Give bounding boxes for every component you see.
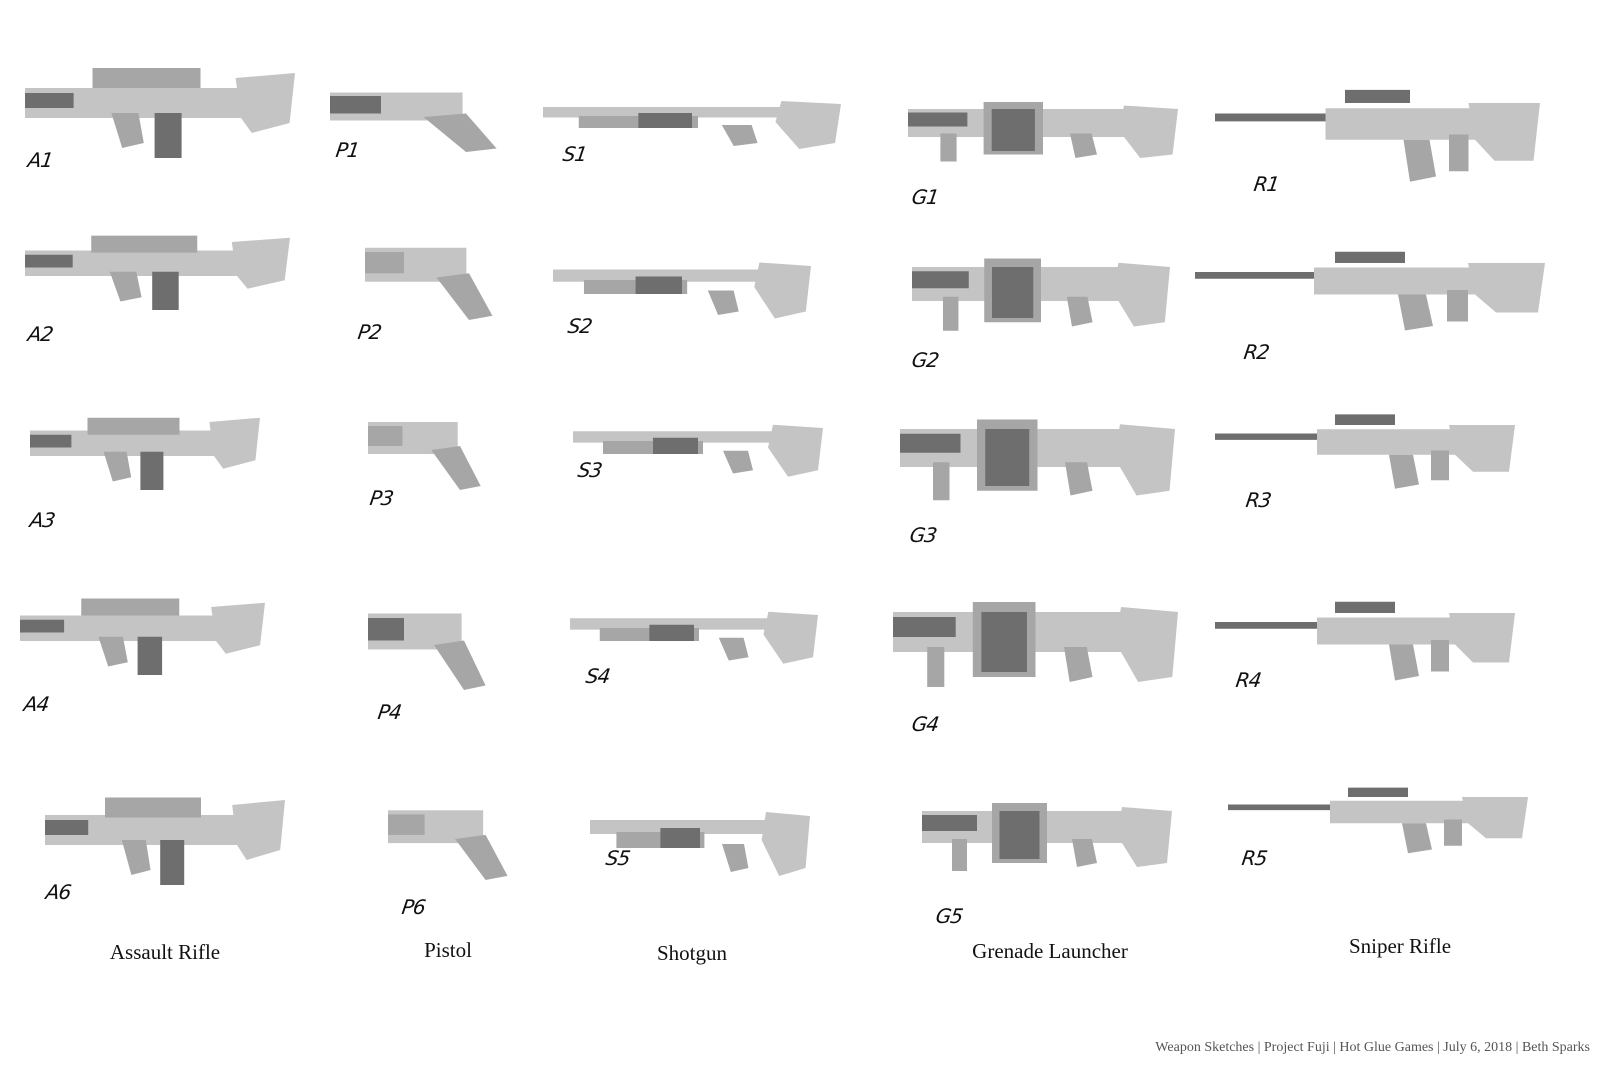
silhouette-part: [431, 446, 480, 490]
weapon-silhouette: [1228, 782, 1528, 857]
silhouette-part: [1431, 451, 1449, 481]
silhouette-part: [140, 452, 163, 490]
silhouette-part: [722, 125, 758, 146]
weapon-silhouette: [573, 415, 823, 480]
sketch-code-a3: A3: [28, 508, 57, 532]
weapon-silhouette: [893, 592, 1178, 692]
weapon-sketch-r3: [1215, 408, 1515, 493]
silhouette-part: [25, 93, 74, 108]
weapon-sketch-p3: [368, 410, 483, 490]
silhouette-part: [93, 68, 201, 88]
sketch-code-s2: S2: [566, 314, 594, 338]
weapon-silhouette: [30, 405, 260, 490]
silhouette-part: [723, 451, 753, 474]
silhouette-part: [160, 840, 184, 885]
sketch-code-p3: P3: [368, 486, 395, 510]
silhouette-part: [368, 618, 404, 641]
silhouette-part: [20, 620, 64, 633]
sketch-code-p1: P1: [334, 138, 361, 162]
weapon-silhouette: [1195, 245, 1545, 335]
silhouette-part: [660, 828, 700, 848]
silhouette-part: [1404, 140, 1437, 182]
silhouette-part: [105, 798, 201, 818]
sketch-code-a2: A2: [26, 322, 55, 346]
silhouette-part: [952, 839, 967, 871]
silhouette-part: [1335, 602, 1395, 613]
weapon-silhouette: [45, 785, 285, 885]
weapon-sketch-a3: [30, 405, 260, 490]
silhouette-part: [1345, 90, 1410, 103]
weapon-silhouette: [368, 600, 488, 690]
weapon-sketch-s3: [573, 415, 823, 480]
silhouette-part: [232, 800, 285, 860]
silhouette-part: [940, 134, 956, 162]
silhouette-part: [1072, 839, 1097, 867]
silhouette-part: [434, 641, 486, 691]
silhouette-part: [754, 263, 811, 319]
weapon-silhouette: [25, 58, 295, 158]
sketch-code-a4: A4: [22, 692, 51, 716]
sketch-code-a1: A1: [26, 148, 55, 172]
silhouette-part: [110, 272, 142, 302]
sketch-code-s4: S4: [584, 664, 612, 688]
silhouette-part: [912, 271, 969, 288]
silhouette-part: [1067, 297, 1093, 327]
sketch-code-r2: R2: [1242, 340, 1271, 364]
weapon-sketch-g1: [908, 95, 1178, 165]
sketch-code-g4: G4: [910, 712, 940, 736]
sketch-code-s5: S5: [604, 846, 632, 870]
weapon-silhouette: [553, 252, 811, 322]
silhouette-part: [368, 426, 403, 446]
silhouette-part: [775, 101, 841, 149]
silhouette-part: [88, 418, 180, 435]
silhouette-part: [104, 452, 132, 482]
silhouette-part: [1469, 103, 1541, 161]
weapon-sketch-g2: [912, 250, 1170, 335]
silhouette-part: [1119, 106, 1178, 159]
silhouette-part: [927, 647, 944, 687]
weapon-sketch-p2: [365, 235, 495, 320]
silhouette-part: [152, 272, 179, 310]
silhouette-part: [330, 96, 381, 114]
silhouette-part: [1468, 263, 1545, 313]
weapon-sketch-a4: [20, 590, 265, 675]
weapon-silhouette: [368, 410, 483, 490]
weapon-silhouette: [25, 225, 290, 310]
column-title-pistol: Pistol: [424, 938, 472, 962]
silhouette-part: [1389, 455, 1419, 489]
silhouette-part: [638, 113, 692, 128]
sketch-code-s1: S1: [561, 142, 589, 166]
silhouette-part: [649, 625, 694, 641]
silhouette-part: [91, 236, 197, 253]
silhouette-part: [922, 815, 977, 831]
silhouette-part: [943, 297, 958, 331]
silhouette-part: [1335, 252, 1405, 263]
silhouette-part: [893, 617, 956, 637]
silhouette-part: [455, 835, 507, 880]
silhouette-part: [762, 812, 810, 876]
silhouette-part: [985, 429, 1029, 486]
sketch-code-s3: S3: [576, 458, 604, 482]
weapon-silhouette: [908, 95, 1178, 165]
silhouette-part: [1113, 263, 1170, 327]
sketch-code-p4: P4: [376, 700, 403, 724]
silhouette-part: [763, 612, 818, 664]
silhouette-part: [45, 820, 88, 835]
weapon-silhouette: [1215, 408, 1515, 493]
silhouette-part: [1335, 414, 1395, 425]
silhouette-part: [1449, 613, 1515, 663]
sketch-code-a6: A6: [44, 880, 73, 904]
silhouette-part: [209, 418, 260, 469]
weapon-silhouette: [900, 410, 1175, 505]
weapon-sketch-p4: [368, 600, 488, 690]
silhouette-part: [908, 113, 967, 127]
weapon-sketch-a1: [25, 58, 295, 158]
silhouette-part: [768, 425, 823, 477]
silhouette-part: [981, 612, 1027, 672]
silhouette-part: [1462, 797, 1528, 838]
sketch-code-g5: G5: [934, 904, 964, 928]
weapon-sketch-r2: [1195, 245, 1545, 335]
silhouette-part: [1402, 823, 1432, 853]
silhouette-part: [138, 637, 163, 675]
sketch-code-r4: R4: [1234, 668, 1263, 692]
silhouette-part: [1115, 424, 1176, 495]
column-title-grenade-launcher: Grenade Launcher: [972, 939, 1128, 963]
weapon-silhouette: [922, 795, 1172, 875]
silhouette-part: [437, 273, 493, 320]
weapon-sketch-a2: [25, 225, 290, 310]
column-title-shotgun: Shotgun: [656, 941, 728, 965]
weapon-sketch-g5: [922, 795, 1172, 875]
weapon-silhouette: [365, 235, 495, 320]
silhouette-part: [1449, 135, 1469, 172]
silhouette-part: [424, 114, 497, 153]
weapon-sketch-s4: [570, 602, 818, 667]
silhouette-part: [1117, 807, 1172, 867]
silhouette-part: [211, 603, 265, 654]
silhouette-part: [1389, 645, 1419, 681]
silhouette-part: [1447, 290, 1468, 322]
footer-credits: Weapon Sketches | Project Fuji | Hot Glue Games | July 6, 2018 | Beth Sparks: [1155, 1040, 1590, 1055]
weapon-silhouette: [570, 602, 818, 667]
sketch-code-r3: R3: [1244, 488, 1273, 512]
silhouette-part: [365, 252, 404, 273]
sketch-code-g2: G2: [910, 348, 940, 372]
silhouette-part: [30, 435, 71, 448]
silhouette-part: [1000, 811, 1040, 859]
silhouette-part: [1115, 607, 1178, 682]
silhouette-part: [1348, 788, 1408, 797]
column-title-assault-rifle: Assault Rifle: [109, 940, 221, 964]
silhouette-part: [708, 291, 739, 316]
sketch-code-r1: R1: [1252, 172, 1281, 196]
weapon-sketch-a6: [45, 785, 285, 885]
silhouette-part: [232, 238, 290, 289]
silhouette-part: [992, 109, 1035, 151]
weapon-sketch-p6: [388, 798, 510, 880]
silhouette-part: [722, 844, 748, 872]
weapon-silhouette: [912, 250, 1170, 335]
weapon-silhouette: [20, 590, 265, 675]
weapon-silhouette: [388, 798, 510, 880]
silhouette-part: [636, 277, 682, 295]
silhouette-part: [81, 599, 179, 616]
weapon-sketch-r5: [1228, 782, 1528, 857]
silhouette-part: [155, 113, 182, 158]
silhouette-part: [98, 637, 127, 667]
silhouette-part: [1398, 295, 1433, 331]
silhouette-part: [992, 267, 1033, 318]
silhouette-part: [1070, 134, 1097, 159]
column-title-sniper-rifle: Sniper Rifle: [1348, 934, 1452, 958]
sketch-code-g1: G1: [910, 185, 940, 209]
silhouette-part: [388, 814, 425, 835]
silhouette-part: [122, 840, 151, 875]
silhouette-part: [1431, 640, 1449, 672]
sketch-code-r5: R5: [1240, 846, 1269, 870]
weapon-sketch-g3: [900, 410, 1175, 505]
silhouette-part: [719, 638, 749, 661]
sketch-code-p6: P6: [400, 895, 427, 919]
weapon-sketch-s2: [553, 252, 811, 322]
silhouette-part: [933, 462, 950, 500]
silhouette-part: [1065, 462, 1093, 495]
silhouette-part: [236, 73, 295, 133]
silhouette-part: [111, 113, 143, 148]
weapon-sketch-g4: [893, 592, 1178, 692]
silhouette-part: [653, 438, 698, 454]
silhouette-part: [1444, 820, 1462, 846]
silhouette-part: [25, 255, 73, 268]
silhouette-part: [900, 434, 961, 453]
sketch-code-p2: P2: [356, 320, 383, 344]
silhouette-part: [1449, 425, 1515, 472]
silhouette-part: [1064, 647, 1093, 682]
sketch-code-g3: G3: [908, 523, 938, 547]
